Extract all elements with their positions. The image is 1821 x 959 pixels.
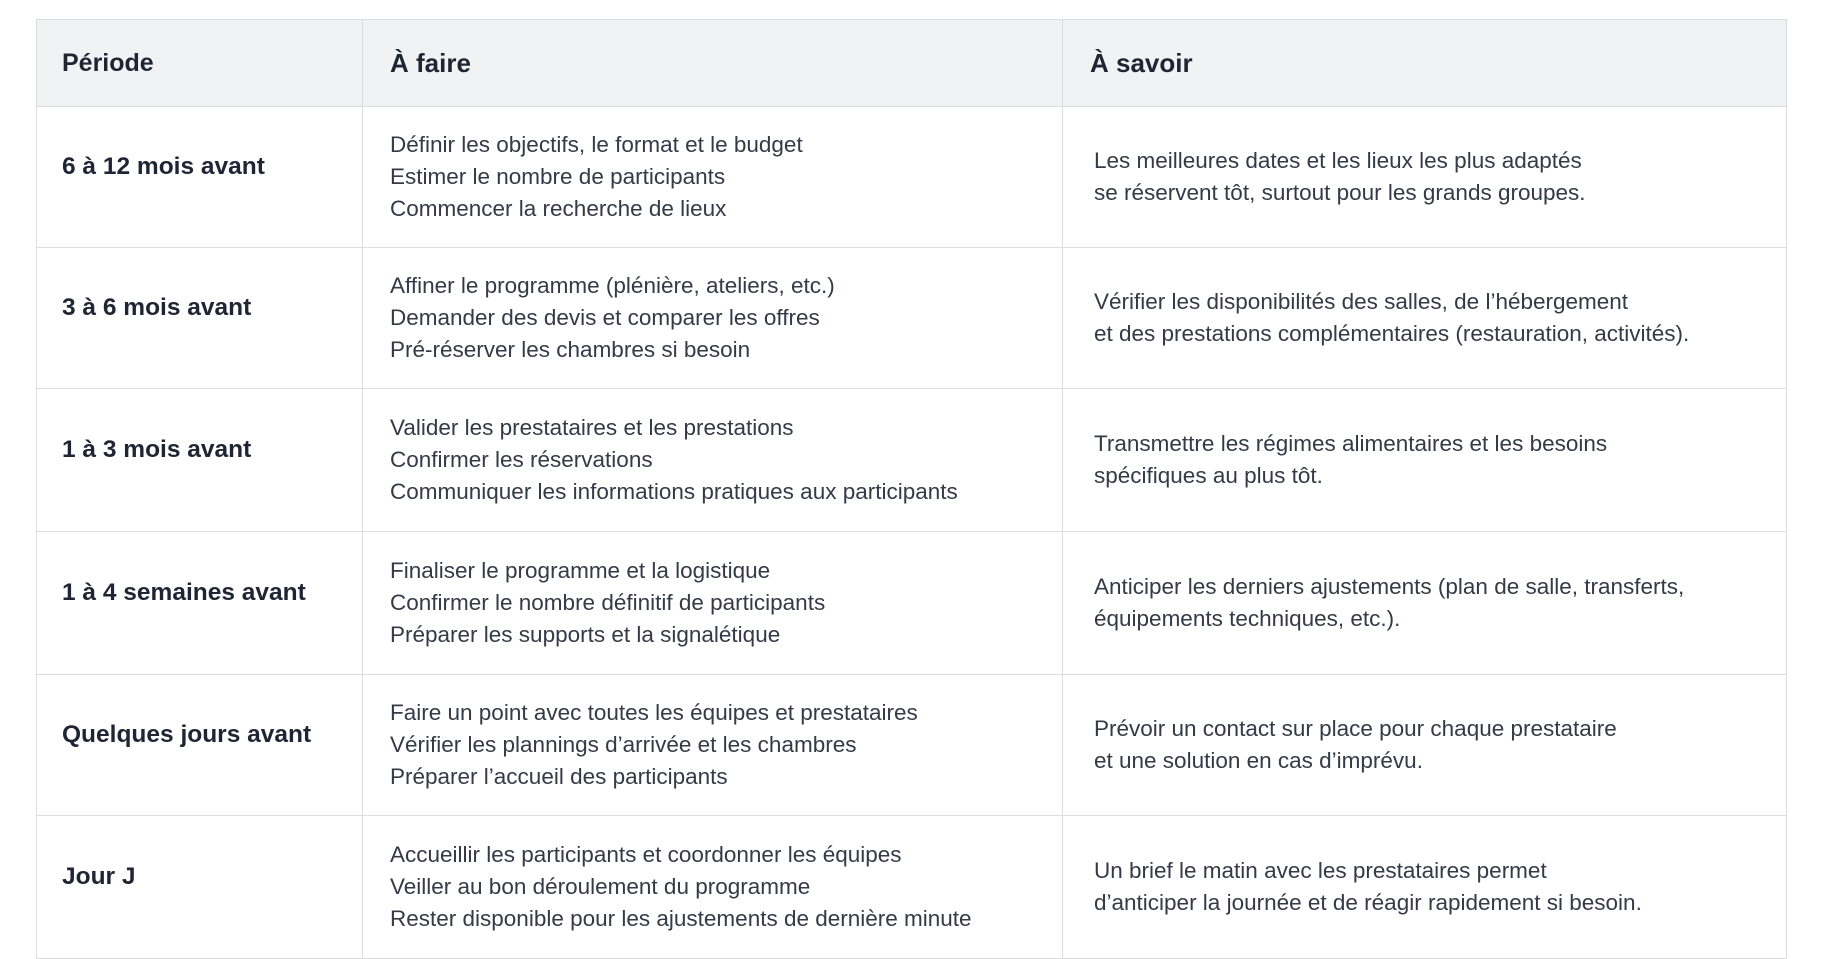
todo-item: Rester disponible pour les ajustements de dernière minute bbox=[390, 906, 972, 931]
todo-item: Pré-réserver les chambres si besoin bbox=[390, 337, 751, 362]
todo-item: Confirmer le nombre définitif de participants bbox=[390, 590, 826, 615]
know-cell bbox=[1063, 389, 1787, 532]
todo-cell bbox=[363, 532, 1063, 675]
know-cell bbox=[1063, 816, 1787, 959]
planning-table-container bbox=[36, 19, 1786, 959]
planning-table bbox=[36, 19, 1787, 959]
know-line: Anticiper les derniers ajustements (plan de salle, transferts, bbox=[1094, 574, 1685, 599]
table-body bbox=[37, 107, 1787, 959]
table-row bbox=[37, 675, 1787, 816]
know-line: Vérifier les disponibilités des salles, de l’hébergement bbox=[1094, 289, 1629, 314]
know-line: d’anticiper la journée et de réagir rapidement si besoin. bbox=[1094, 890, 1642, 915]
todo-item: Valider les prestataires et les prestations bbox=[390, 415, 794, 440]
table-row bbox=[37, 532, 1787, 675]
header-row bbox=[37, 20, 1787, 107]
table-row bbox=[37, 248, 1787, 389]
know-line: Un brief le matin avec les prestataires permet bbox=[1094, 858, 1547, 883]
period-cell: Quelques jours avant bbox=[37, 675, 363, 816]
know-line: se réservent tôt, surtout pour les grands groupes. bbox=[1094, 180, 1586, 205]
column-header-a-faire: À faire bbox=[363, 20, 1063, 107]
column-header-a-savoir: À savoir bbox=[1063, 20, 1787, 107]
todo-cell bbox=[363, 248, 1063, 389]
table-row bbox=[37, 389, 1787, 532]
know-cell bbox=[1063, 675, 1787, 816]
todo-item: Confirmer les réservations bbox=[390, 447, 653, 472]
todo-item: Définir les objectifs, le format et le budget bbox=[390, 132, 803, 157]
todo-item: Communiquer les informations pratiques aux participants bbox=[390, 479, 958, 504]
todo-cell bbox=[363, 107, 1063, 248]
todo-item: Faire un point avec toutes les équipes et prestataires bbox=[390, 700, 918, 725]
todo-cell bbox=[363, 389, 1063, 532]
todo-item: Accueillir les participants et coordonner les équipes bbox=[390, 842, 902, 867]
know-line: et une solution en cas d’imprévu. bbox=[1094, 748, 1423, 773]
todo-cell bbox=[363, 816, 1063, 959]
table-row bbox=[37, 816, 1787, 959]
table-row bbox=[37, 107, 1787, 248]
period-cell: 1 à 4 semaines avant bbox=[37, 532, 363, 675]
todo-item: Demander des devis et comparer les offres bbox=[390, 305, 820, 330]
period-cell: 6 à 12 mois avant bbox=[37, 107, 363, 248]
column-header-periode: Période bbox=[37, 20, 363, 107]
know-line: Transmettre les régimes alimentaires et les besoins bbox=[1094, 431, 1608, 456]
todo-item: Affiner le programme (plénière, ateliers, etc.) bbox=[390, 273, 835, 298]
know-line: spécifiques au plus tôt. bbox=[1094, 463, 1323, 488]
todo-item: Estimer le nombre de participants bbox=[390, 164, 726, 189]
know-line: et des prestations complémentaires (restauration, activités). bbox=[1094, 321, 1690, 346]
period-cell: Jour J bbox=[37, 816, 363, 959]
know-line: Prévoir un contact sur place pour chaque prestataire bbox=[1094, 716, 1617, 741]
todo-item: Vérifier les plannings d’arrivée et les chambres bbox=[390, 732, 857, 757]
period-cell: 1 à 3 mois avant bbox=[37, 389, 363, 532]
todo-item: Préparer les supports et la signalétique bbox=[390, 622, 781, 647]
todo-item: Finaliser le programme et la logistique bbox=[390, 558, 771, 583]
todo-item: Préparer l’accueil des participants bbox=[390, 764, 728, 789]
table-header bbox=[37, 20, 1787, 107]
todo-item: Commencer la recherche de lieux bbox=[390, 196, 727, 221]
know-cell bbox=[1063, 248, 1787, 389]
know-cell bbox=[1063, 532, 1787, 675]
know-line: Les meilleures dates et les lieux les plus adaptés bbox=[1094, 148, 1582, 173]
todo-cell bbox=[363, 675, 1063, 816]
know-line: équipements techniques, etc.). bbox=[1094, 606, 1401, 631]
know-cell bbox=[1063, 107, 1787, 248]
todo-item: Veiller au bon déroulement du programme bbox=[390, 874, 811, 899]
period-cell: 3 à 6 mois avant bbox=[37, 248, 363, 389]
